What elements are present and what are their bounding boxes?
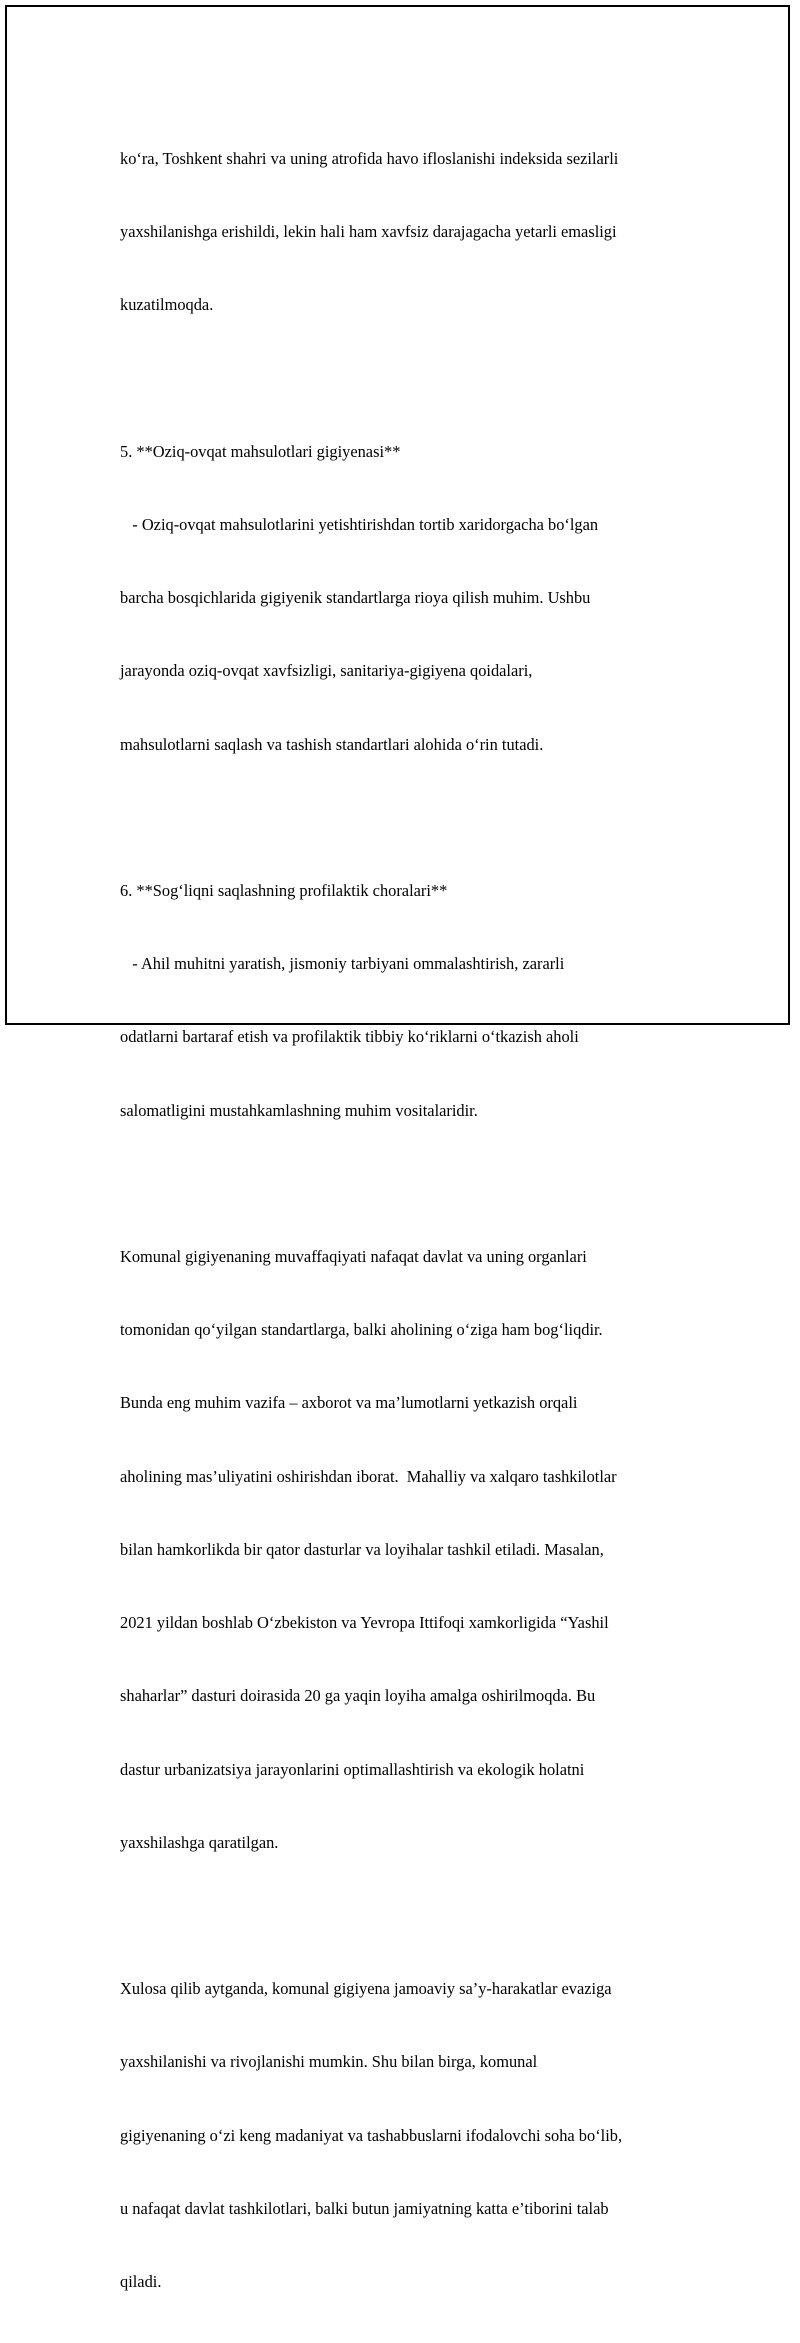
text-line: - Ahil muhitni yaratish, jismoniy tarbiyani ommalashtirish, zararli [120, 954, 565, 974]
text-line: salomatligini mustahkamlashning muhim vositalaridir. [120, 1100, 478, 1120]
paragraph-air-pollution [120, 98, 710, 366]
text-line: mahsulotlarni saqlash va tashish standartlari alohida o‘rin tutadi. [120, 734, 544, 754]
text-line: kuzatilmoqda. [120, 295, 214, 315]
text-line: Xulosa qilib aytganda, komunal gigiyena jamoaviy sa’y-harakatlar evaziga [120, 1979, 612, 1999]
text-line: Komunal gigiyenaning muvaffaqiyati nafaqat davlat va uning organlari [120, 1247, 587, 1267]
text-line: u nafaqat davlat tashkilotlari, balki butun jamiyatning katta e’tiborini talab [120, 2198, 609, 2218]
text-line: ko‘ra, Toshkent shahri va uning atrofida havo ifloslanishi indeksida sezilarli [120, 148, 619, 168]
text-line: barcha bosqichlarida gigiyenik standartlarga rioya qilish muhim. Ushbu [120, 588, 591, 608]
text-line: gigiyenaning o‘zi keng madaniyat va tashabbuslarni ifodalovchi soha bo‘lib, [120, 2125, 623, 2145]
paragraph-communal-hygiene [120, 1196, 710, 1904]
text-line: odatlarni bartaraf etish va profilaktik tibbiy ko‘riklarni o‘tkazish aholi [120, 1027, 579, 1047]
text-line: - Oziq-ovqat mahsulotlarini yetishtirishdan tortib xaridorgacha bo‘lgan [120, 514, 599, 534]
text-line: yaxshilanishga erishildi, lekin hali ham xavfsiz darajagacha yetarli emasligi [120, 222, 617, 242]
text-line: 2021 yildan boshlab O‘zbekiston va Yevropa Ittifoqi xamkorligida “Yashil [120, 1613, 609, 1633]
section-heading: 6. **Sog‘liqni saqlashning profilaktik choralari** [120, 880, 448, 900]
text-line: yaxshilanishi va rivojlanishi mumkin. Shu bilan birga, komunal [120, 2052, 538, 2072]
text-line: Bunda eng muhim vazifa – axborot va ma’lumotlarni yetkazish orqali [120, 1393, 578, 1413]
document-body [120, 98, 710, 2343]
text-line: aholining mas’uliyatini oshirishdan iborat. Mahalliy va xalqaro tashkilotlar [120, 1466, 617, 1486]
text-line: tomonidan qo‘yilgan standartlarga, balki aholining o‘ziga ham bog‘liqdir. [120, 1320, 603, 1340]
paragraph-preventive-measures [120, 830, 710, 1172]
text-line: dastur urbanizatsiya jarayonlarini optimallashtirish va ekologik holatni [120, 1759, 585, 1779]
text-line: shaharlar” dasturi doirasida 20 ga yaqin loyiha amalga oshirilmoqda. Bu [120, 1686, 596, 1706]
text-line: qiladi. [120, 2272, 162, 2292]
text-line: bilan hamkorlikda bir qator dasturlar va loyihalar tashkil etiladi. Masalan, [120, 1539, 604, 1559]
paragraph-food-hygiene [120, 391, 710, 806]
paragraph-conclusion [120, 1928, 710, 2343]
text-line: jarayonda oziq-ovqat xavfsizligi, sanitariya-gigiyena qoidalari, [120, 661, 533, 681]
text-line: yaxshilashga qaratilgan. [120, 1832, 279, 1852]
page-frame [5, 5, 790, 2292]
section-heading: 5. **Oziq-ovqat mahsulotlari gigiyenasi** [120, 441, 401, 461]
